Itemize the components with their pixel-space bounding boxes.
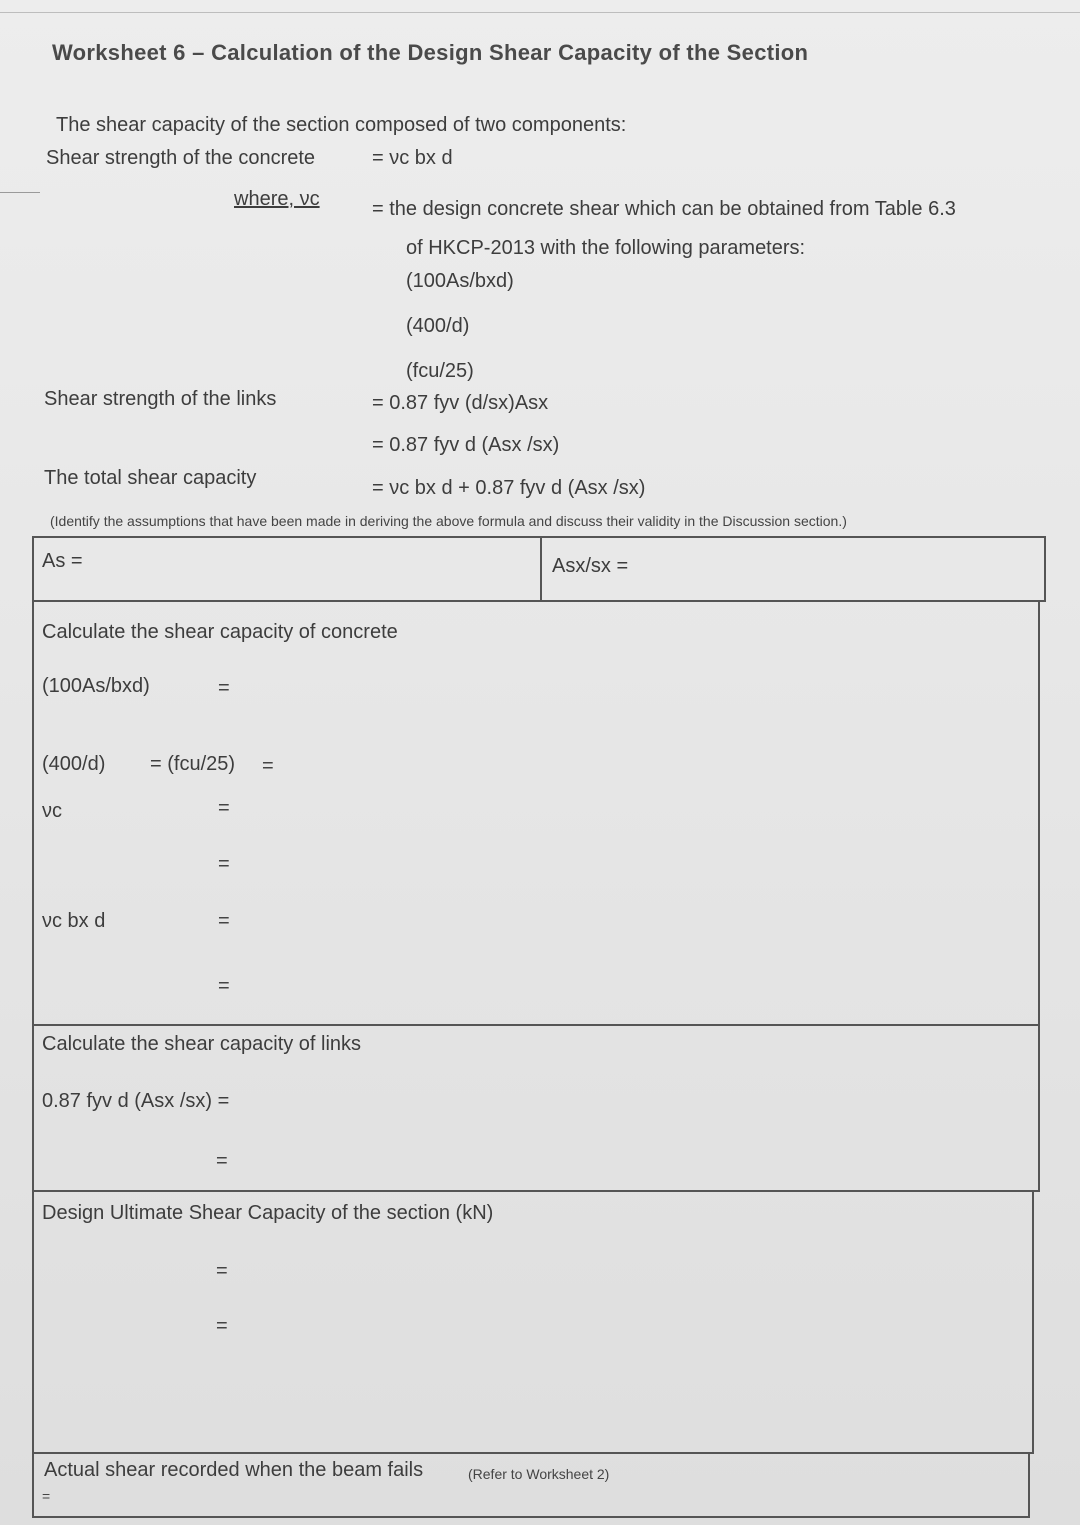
calc-vc-equals-2: = — [218, 853, 230, 875]
actual-shear-heading: Actual shear recorded when the beam fails — [44, 1459, 424, 1481]
calc-vc-equals: = — [218, 797, 230, 819]
where-text-1: = the design concrete shear which can be obtained from Table 6.3 — [372, 198, 956, 220]
links-capacity-heading: Calculate the shear capacity of links — [42, 1033, 362, 1055]
calc-vc-bd-label: νc bx d — [42, 910, 106, 932]
calc-grade-equals: = — [262, 755, 274, 777]
as-field-label: As = — [42, 550, 83, 572]
calc-vc-label: νc — [42, 800, 62, 822]
total-capacity-label: The total shear capacity — [44, 467, 257, 489]
concrete-strength-label: Shear strength of the concrete — [46, 147, 316, 169]
ultimate-capacity-equals-1: = — [216, 1260, 228, 1282]
worksheet-title: Worksheet 6 – Calculation of the Design Shear Capacity of the Section — [52, 40, 809, 65]
calc-steel-ratio-equals: = — [218, 677, 230, 699]
param-steel-ratio: (100As/bxd) — [406, 270, 514, 292]
ultimate-capacity-equals-2: = — [216, 1315, 228, 1337]
links-formula-2: = 0.87 fyv d (Asx /sx) — [372, 434, 560, 456]
actual-shear-reference: (Refer to Worksheet 2) — [468, 1466, 610, 1482]
assumption-note: (Identify the assumptions that have been made in deriving the above formula and discuss their validity in the Discussion section.) — [50, 513, 847, 529]
calc-steel-ratio-label: (100As/bxd) — [42, 675, 150, 697]
asx-sx-field-label: Asx/sx = — [552, 555, 629, 577]
top-rule — [0, 12, 1080, 13]
margin-mark — [0, 192, 40, 193]
calc-concrete-grade-label: = (fcu/25) — [150, 753, 236, 775]
calc-vc-bd-equals-2: = — [218, 975, 230, 997]
total-capacity-formula: = νc bx d + 0.87 fyv d (Asx /sx) — [372, 477, 646, 499]
ultimate-capacity-section — [32, 1190, 1034, 1454]
actual-shear-equals: = — [42, 1488, 51, 1504]
links-formula-1: = 0.87 fyv (d/sx)Asx — [372, 392, 549, 414]
calc-depth-factor-label: (400/d) — [42, 753, 106, 775]
links-capacity-equals: = — [216, 1150, 228, 1172]
concrete-strength-formula: = νc bx d — [372, 147, 453, 169]
concrete-capacity-section — [32, 600, 1040, 1026]
links-capacity-formula: 0.87 fyv d (Asx /sx) = — [42, 1090, 230, 1112]
param-depth-factor: (400/d) — [406, 315, 470, 337]
calc-vc-bd-equals: = — [218, 910, 230, 932]
where-text-2: of HKCP-2013 with the following parameters: — [406, 237, 806, 259]
intro-text: The shear capacity of the section composed of two components: — [56, 114, 627, 136]
input-row — [32, 536, 1046, 602]
links-strength-label: Shear strength of the links — [44, 388, 277, 410]
input-row-divider — [540, 536, 542, 602]
where-label: where, νc — [234, 188, 320, 210]
param-concrete-grade: (fcu/25) — [406, 360, 474, 382]
ultimate-capacity-heading: Design Ultimate Shear Capacity of the section (kN) — [42, 1202, 494, 1224]
concrete-capacity-heading: Calculate the shear capacity of concrete — [42, 621, 398, 643]
